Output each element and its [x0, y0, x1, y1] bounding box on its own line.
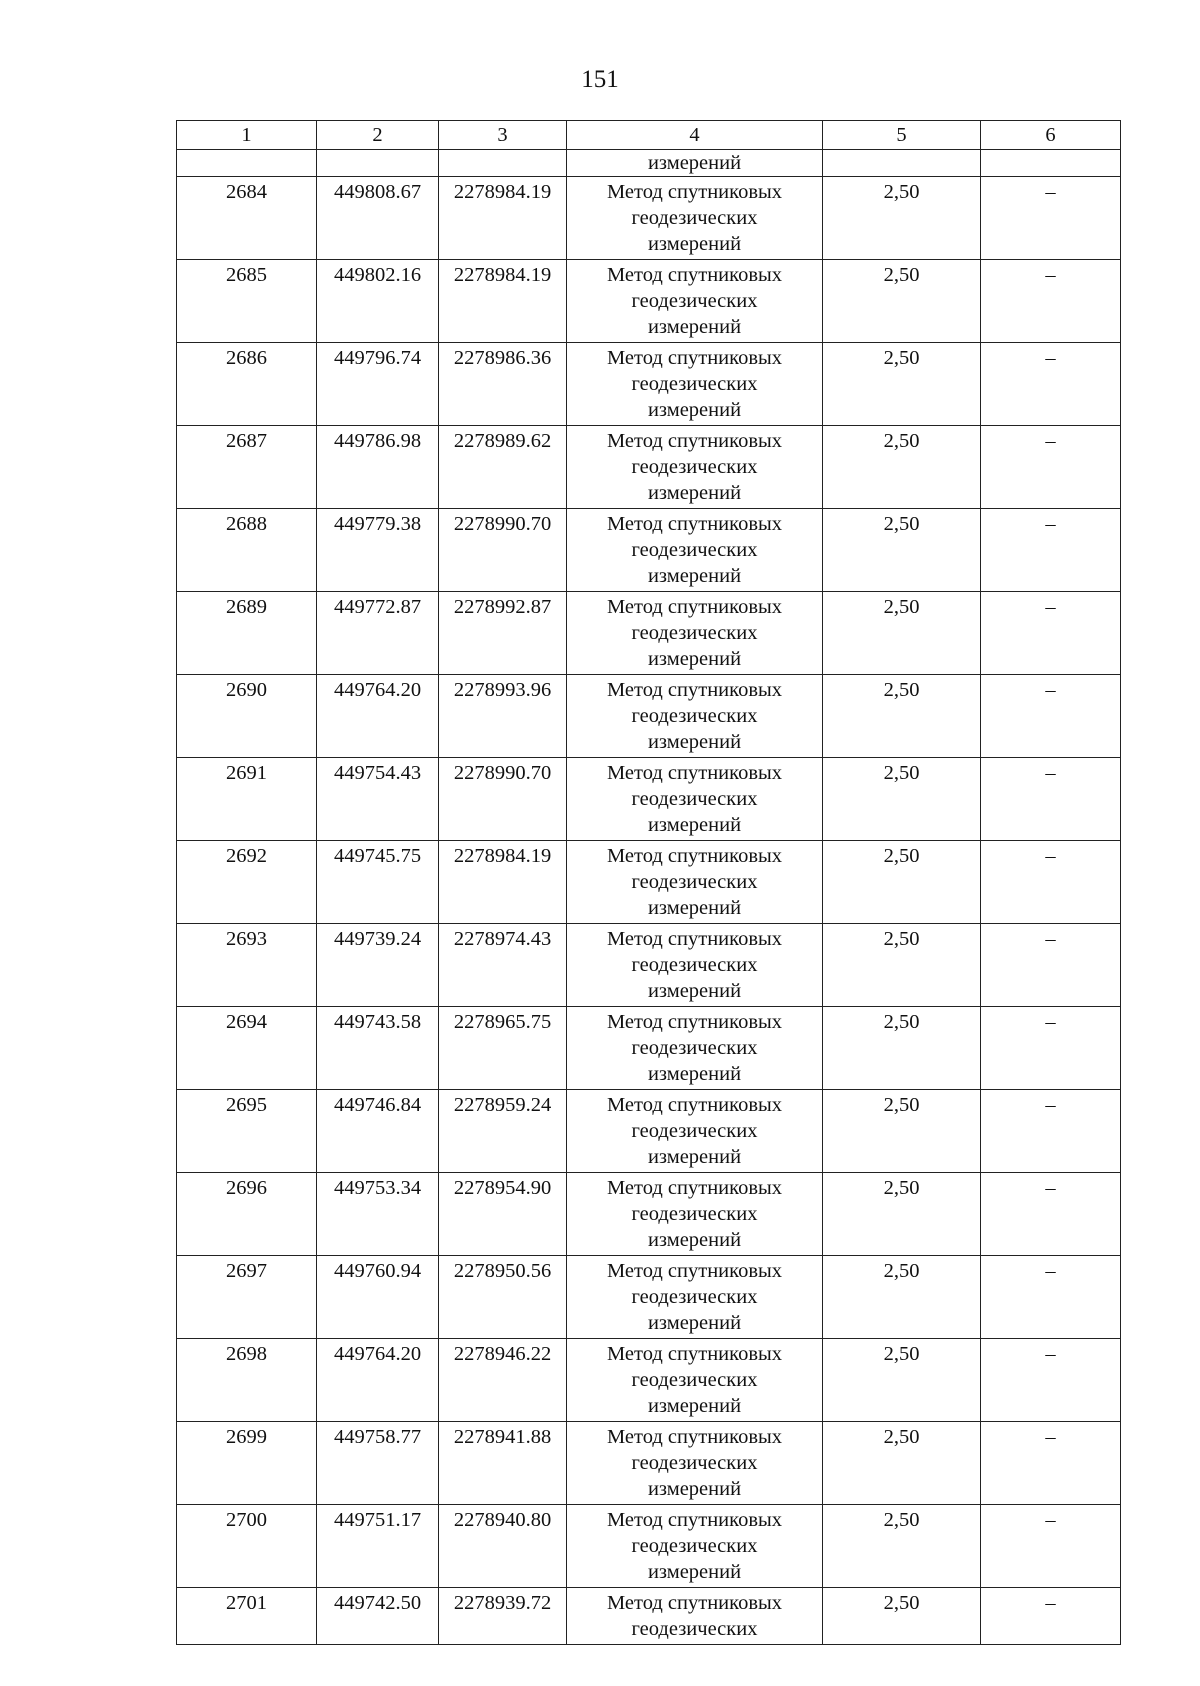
- point-number-cell: 2694: [177, 1007, 317, 1090]
- method-cell: [567, 1422, 823, 1505]
- note-cell: –: [981, 924, 1121, 1007]
- method-cell: [567, 1339, 823, 1422]
- y-coordinate-cell: 2278965.75: [439, 1007, 567, 1090]
- method-line: измерений: [647, 1146, 742, 1168]
- method-cell: [567, 1505, 823, 1588]
- table-row: [177, 675, 1121, 758]
- column-number: 5: [823, 121, 981, 150]
- accuracy-cell: 2,50: [823, 260, 981, 343]
- method-line: геодезических: [631, 290, 758, 312]
- point-number-cell: 2696: [177, 1173, 317, 1256]
- table-row: [177, 1422, 1121, 1505]
- method-cell: [567, 343, 823, 426]
- note-cell: –: [981, 1173, 1121, 1256]
- table-row: [177, 343, 1121, 426]
- method-line: измерений: [647, 1478, 742, 1500]
- method-line: Метод спутниковых: [606, 845, 783, 867]
- point-number-cell: 2699: [177, 1422, 317, 1505]
- x-coordinate-cell: 449764.20: [317, 675, 439, 758]
- accuracy-cell: 2,50: [823, 1339, 981, 1422]
- method-cell: [567, 509, 823, 592]
- table-row: [177, 1173, 1121, 1256]
- point-number-cell: 2685: [177, 260, 317, 343]
- note-cell: –: [981, 1588, 1121, 1645]
- method-cell: [567, 1090, 823, 1173]
- x-coordinate-cell: 449772.87: [317, 592, 439, 675]
- table-row: [177, 924, 1121, 1007]
- method-line: измерений: [647, 399, 742, 421]
- continued-row: [177, 150, 1121, 177]
- method-cell: [567, 1588, 823, 1645]
- point-number-cell: 2684: [177, 177, 317, 260]
- method-line: Метод спутниковых: [606, 1509, 783, 1531]
- accuracy-cell: 2,50: [823, 1090, 981, 1173]
- point-number-cell: 2687: [177, 426, 317, 509]
- method-line: Метод спутниковых: [606, 1592, 783, 1614]
- point-number-cell: 2700: [177, 1505, 317, 1588]
- accuracy-cell: 2,50: [823, 758, 981, 841]
- method-line: геодезических: [631, 1618, 758, 1640]
- y-coordinate-cell: 2278990.70: [439, 509, 567, 592]
- table-row: [177, 841, 1121, 924]
- table-row: [177, 1339, 1121, 1422]
- method-line: измерений: [647, 233, 742, 255]
- x-coordinate-cell: 449764.20: [317, 1339, 439, 1422]
- method-cell: [567, 1007, 823, 1090]
- point-number-cell: 2693: [177, 924, 317, 1007]
- x-coordinate-cell: 449745.75: [317, 841, 439, 924]
- method-line: геодезических: [631, 705, 758, 727]
- x-coordinate-cell: 449796.74: [317, 343, 439, 426]
- note-cell: –: [981, 260, 1121, 343]
- method-line: геодезических: [631, 373, 758, 395]
- accuracy-cell: 2,50: [823, 1505, 981, 1588]
- y-coordinate-cell: 2278993.96: [439, 675, 567, 758]
- method-line: геодезических: [631, 207, 758, 229]
- method-line: измерений: [647, 980, 742, 1002]
- method-line: измерений: [647, 731, 742, 753]
- table-row: [177, 426, 1121, 509]
- point-number-cell: 2688: [177, 509, 317, 592]
- note-cell: –: [981, 592, 1121, 675]
- accuracy-cell: 2,50: [823, 1256, 981, 1339]
- method-cell: [567, 1256, 823, 1339]
- method-line: Метод спутниковых: [606, 430, 783, 452]
- method-line: Метод спутниковых: [606, 1426, 783, 1448]
- empty-cell: [823, 150, 981, 177]
- x-coordinate-cell: 449753.34: [317, 1173, 439, 1256]
- method-cell: [567, 675, 823, 758]
- point-number-cell: 2695: [177, 1090, 317, 1173]
- y-coordinate-cell: 2278954.90: [439, 1173, 567, 1256]
- method-line: геодезических: [631, 1535, 758, 1557]
- point-number-cell: 2697: [177, 1256, 317, 1339]
- column-number: 3: [439, 121, 567, 150]
- method-cell: [567, 177, 823, 260]
- note-cell: –: [981, 1090, 1121, 1173]
- table-row: [177, 1007, 1121, 1090]
- method-line: измерений: [647, 1561, 742, 1583]
- page-number: 151: [581, 66, 619, 93]
- column-number-row: [177, 121, 1121, 150]
- method-line: измерений: [647, 897, 742, 919]
- method-line: геодезических: [631, 622, 758, 644]
- method-cell: [567, 841, 823, 924]
- method-line: измерений: [647, 648, 742, 670]
- method-line: измерений: [647, 565, 742, 587]
- method-cell: [567, 426, 823, 509]
- x-coordinate-cell: 449742.50: [317, 1588, 439, 1645]
- x-coordinate-cell: 449779.38: [317, 509, 439, 592]
- y-coordinate-cell: 2278990.70: [439, 758, 567, 841]
- x-coordinate-cell: 449786.98: [317, 426, 439, 509]
- note-cell: –: [981, 177, 1121, 260]
- x-coordinate-cell: 449743.58: [317, 1007, 439, 1090]
- table-row: [177, 758, 1121, 841]
- note-cell: –: [981, 1339, 1121, 1422]
- note-cell: –: [981, 1422, 1121, 1505]
- y-coordinate-cell: 2278941.88: [439, 1422, 567, 1505]
- method-cell: [567, 924, 823, 1007]
- note-cell: –: [981, 675, 1121, 758]
- continued-method-text: измерений: [567, 150, 823, 177]
- method-line: Метод спутниковых: [606, 1094, 783, 1116]
- y-coordinate-cell: 2278946.22: [439, 1339, 567, 1422]
- point-number-cell: 2701: [177, 1588, 317, 1645]
- method-line: геодезических: [631, 954, 758, 976]
- table-row: [177, 592, 1121, 675]
- method-line: геодезических: [631, 456, 758, 478]
- table-row: [177, 260, 1121, 343]
- point-number-cell: 2690: [177, 675, 317, 758]
- method-line: измерений: [647, 482, 742, 504]
- method-line: геодезических: [631, 1369, 758, 1391]
- y-coordinate-cell: 2278984.19: [439, 260, 567, 343]
- note-cell: –: [981, 758, 1121, 841]
- x-coordinate-cell: 449802.16: [317, 260, 439, 343]
- method-line: измерений: [647, 1395, 742, 1417]
- method-cell: [567, 1173, 823, 1256]
- method-line: Метод спутниковых: [606, 1011, 783, 1033]
- empty-cell: [439, 150, 567, 177]
- y-coordinate-cell: 2278950.56: [439, 1256, 567, 1339]
- point-number-cell: 2692: [177, 841, 317, 924]
- method-cell: [567, 592, 823, 675]
- y-coordinate-cell: 2278984.19: [439, 177, 567, 260]
- method-line: измерений: [647, 1312, 742, 1334]
- method-line: геодезических: [631, 539, 758, 561]
- note-cell: –: [981, 1505, 1121, 1588]
- x-coordinate-cell: 449808.67: [317, 177, 439, 260]
- method-line: Метод спутниковых: [606, 596, 783, 618]
- y-coordinate-cell: 2278992.87: [439, 592, 567, 675]
- accuracy-cell: 2,50: [823, 924, 981, 1007]
- note-cell: –: [981, 426, 1121, 509]
- method-line: геодезических: [631, 1452, 758, 1474]
- method-line: Метод спутниковых: [606, 264, 783, 286]
- accuracy-cell: 2,50: [823, 509, 981, 592]
- method-line: измерений: [647, 1063, 742, 1085]
- note-cell: –: [981, 509, 1121, 592]
- method-cell: [567, 260, 823, 343]
- note-cell: –: [981, 841, 1121, 924]
- method-line: Метод спутниковых: [606, 928, 783, 950]
- method-line: измерений: [647, 316, 742, 338]
- table-row: [177, 1256, 1121, 1339]
- column-number: 6: [981, 121, 1121, 150]
- empty-cell: [317, 150, 439, 177]
- x-coordinate-cell: 449760.94: [317, 1256, 439, 1339]
- point-number-cell: 2686: [177, 343, 317, 426]
- method-line: геодезических: [631, 1286, 758, 1308]
- note-cell: –: [981, 1007, 1121, 1090]
- accuracy-cell: 2,50: [823, 675, 981, 758]
- column-number: 1: [177, 121, 317, 150]
- accuracy-cell: 2,50: [823, 343, 981, 426]
- table-row: [177, 1505, 1121, 1588]
- x-coordinate-cell: 449746.84: [317, 1090, 439, 1173]
- table-row: [177, 177, 1121, 260]
- y-coordinate-cell: 2278984.19: [439, 841, 567, 924]
- table-row: [177, 1588, 1121, 1645]
- empty-cell: [981, 150, 1121, 177]
- x-coordinate-cell: 449758.77: [317, 1422, 439, 1505]
- x-coordinate-cell: 449751.17: [317, 1505, 439, 1588]
- x-coordinate-cell: 449739.24: [317, 924, 439, 1007]
- accuracy-cell: 2,50: [823, 1422, 981, 1505]
- table-row: [177, 509, 1121, 592]
- y-coordinate-cell: 2278940.80: [439, 1505, 567, 1588]
- accuracy-cell: 2,50: [823, 1173, 981, 1256]
- point-number-cell: 2689: [177, 592, 317, 675]
- accuracy-cell: 2,50: [823, 841, 981, 924]
- accuracy-cell: 2,50: [823, 1007, 981, 1090]
- method-line: измерений: [647, 1229, 742, 1251]
- method-line: геодезических: [631, 788, 758, 810]
- method-line: измерений: [647, 814, 742, 836]
- note-cell: –: [981, 343, 1121, 426]
- column-number: 4: [567, 121, 823, 150]
- method-line: Метод спутниковых: [606, 762, 783, 784]
- point-number-cell: 2698: [177, 1339, 317, 1422]
- empty-cell: [177, 150, 317, 177]
- y-coordinate-cell: 2278939.72: [439, 1588, 567, 1645]
- table-row: [177, 1090, 1121, 1173]
- method-line: Метод спутниковых: [606, 347, 783, 369]
- y-coordinate-cell: 2278974.43: [439, 924, 567, 1007]
- method-cell: [567, 758, 823, 841]
- coordinates-table: [176, 120, 1121, 1645]
- accuracy-cell: 2,50: [823, 426, 981, 509]
- note-cell: –: [981, 1256, 1121, 1339]
- method-line: геодезических: [631, 1120, 758, 1142]
- y-coordinate-cell: 2278989.62: [439, 426, 567, 509]
- method-line: геодезических: [631, 1037, 758, 1059]
- x-coordinate-cell: 449754.43: [317, 758, 439, 841]
- method-line: геодезических: [631, 1203, 758, 1225]
- method-line: Метод спутниковых: [606, 1177, 783, 1199]
- accuracy-cell: 2,50: [823, 1588, 981, 1645]
- method-line: Метод спутниковых: [606, 513, 783, 535]
- method-line: Метод спутниковых: [606, 181, 783, 203]
- point-number-cell: 2691: [177, 758, 317, 841]
- method-line: Метод спутниковых: [606, 1260, 783, 1282]
- method-line: Метод спутниковых: [606, 679, 783, 701]
- method-line: Метод спутниковых: [606, 1343, 783, 1365]
- accuracy-cell: 2,50: [823, 592, 981, 675]
- accuracy-cell: 2,50: [823, 177, 981, 260]
- y-coordinate-cell: 2278986.36: [439, 343, 567, 426]
- column-number: 2: [317, 121, 439, 150]
- y-coordinate-cell: 2278959.24: [439, 1090, 567, 1173]
- method-line: геодезических: [631, 871, 758, 893]
